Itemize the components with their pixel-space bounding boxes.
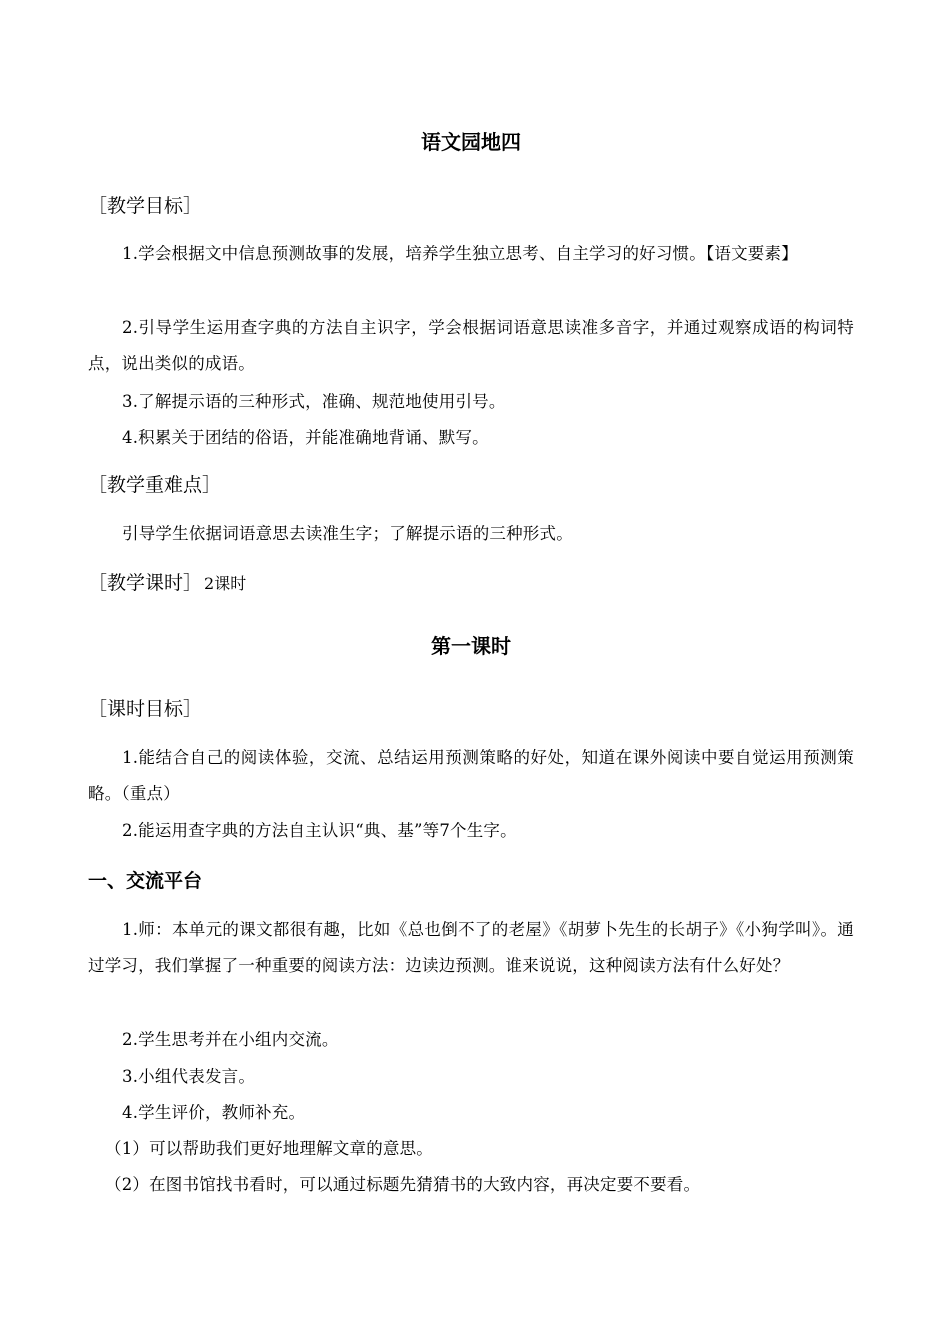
lesson-goals-heading: ［课时目标］: [88, 698, 203, 720]
exchange-subpoint-2: （2）在图书馆找书看时，可以通过标题先猜猜书的大致内容，再决定要不要看。: [105, 1175, 701, 1194]
exchange-subpoint-1: （1）可以帮助我们更好地理解文章的意思。: [105, 1139, 433, 1158]
key-difficulties-text: 引导学生依据词语意思去读准生字；了解提示语的三种形式。: [122, 524, 573, 543]
exchange-step-4: 4.学生评价，教师补充。: [122, 1103, 306, 1122]
lesson-goal-2: 2.能运用查字典的方法自主认识“典、基”等7个生字。: [122, 821, 517, 840]
class-hours-value: 2课时: [204, 574, 247, 593]
section-exchange-platform-heading: 一、交流平台: [88, 870, 203, 892]
exchange-step-1: 1.师：本单元的课文都很有趣，比如《总也倒不了的老屋》《胡萝卜先生的长胡子》《小狗学叫》。通过学习，我们掌握了一种重要的阅读方法：边读边预测。谁来说说，这种阅读方法有什么好处？: [88, 920, 854, 975]
teaching-goals-heading: ［教学目标］: [88, 195, 203, 217]
exchange-step-3: 3.小组代表发言。: [122, 1067, 256, 1086]
teaching-goal-2: 2.引导学生运用查字典的方法自主识字，学会根据词语意思读准多音字，并通过观察成语的构词特点，说出类似的成语。: [88, 318, 854, 373]
teaching-goal-4: 4.积累关于团结的俗语，并能准确地背诵、默写。: [122, 428, 489, 447]
class-hours-line: [88, 570, 246, 597]
class-hours-heading: ［教学课时］: [88, 572, 203, 594]
exchange-step-2: 2.学生思考并在小组内交流。: [122, 1030, 339, 1049]
key-difficulties-heading: ［教学重难点］: [88, 474, 222, 496]
lesson-one-title: 第一课时: [431, 634, 511, 658]
lesson-goal-1: 1.能结合自己的阅读体验，交流、总结运用预测策略的好处，知道在课外阅读中要自觉运用预测策略。（重点）: [88, 748, 854, 803]
document-title: 语文园地四: [421, 130, 521, 154]
teaching-goal-3: 3.了解提示语的三种形式，准确、规范地使用引号。: [122, 392, 506, 411]
teaching-goal-1: 1.学会根据文中信息预测故事的发展，培养学生独立思考、自主学习的好习惯。【语文要素】: [122, 244, 798, 263]
